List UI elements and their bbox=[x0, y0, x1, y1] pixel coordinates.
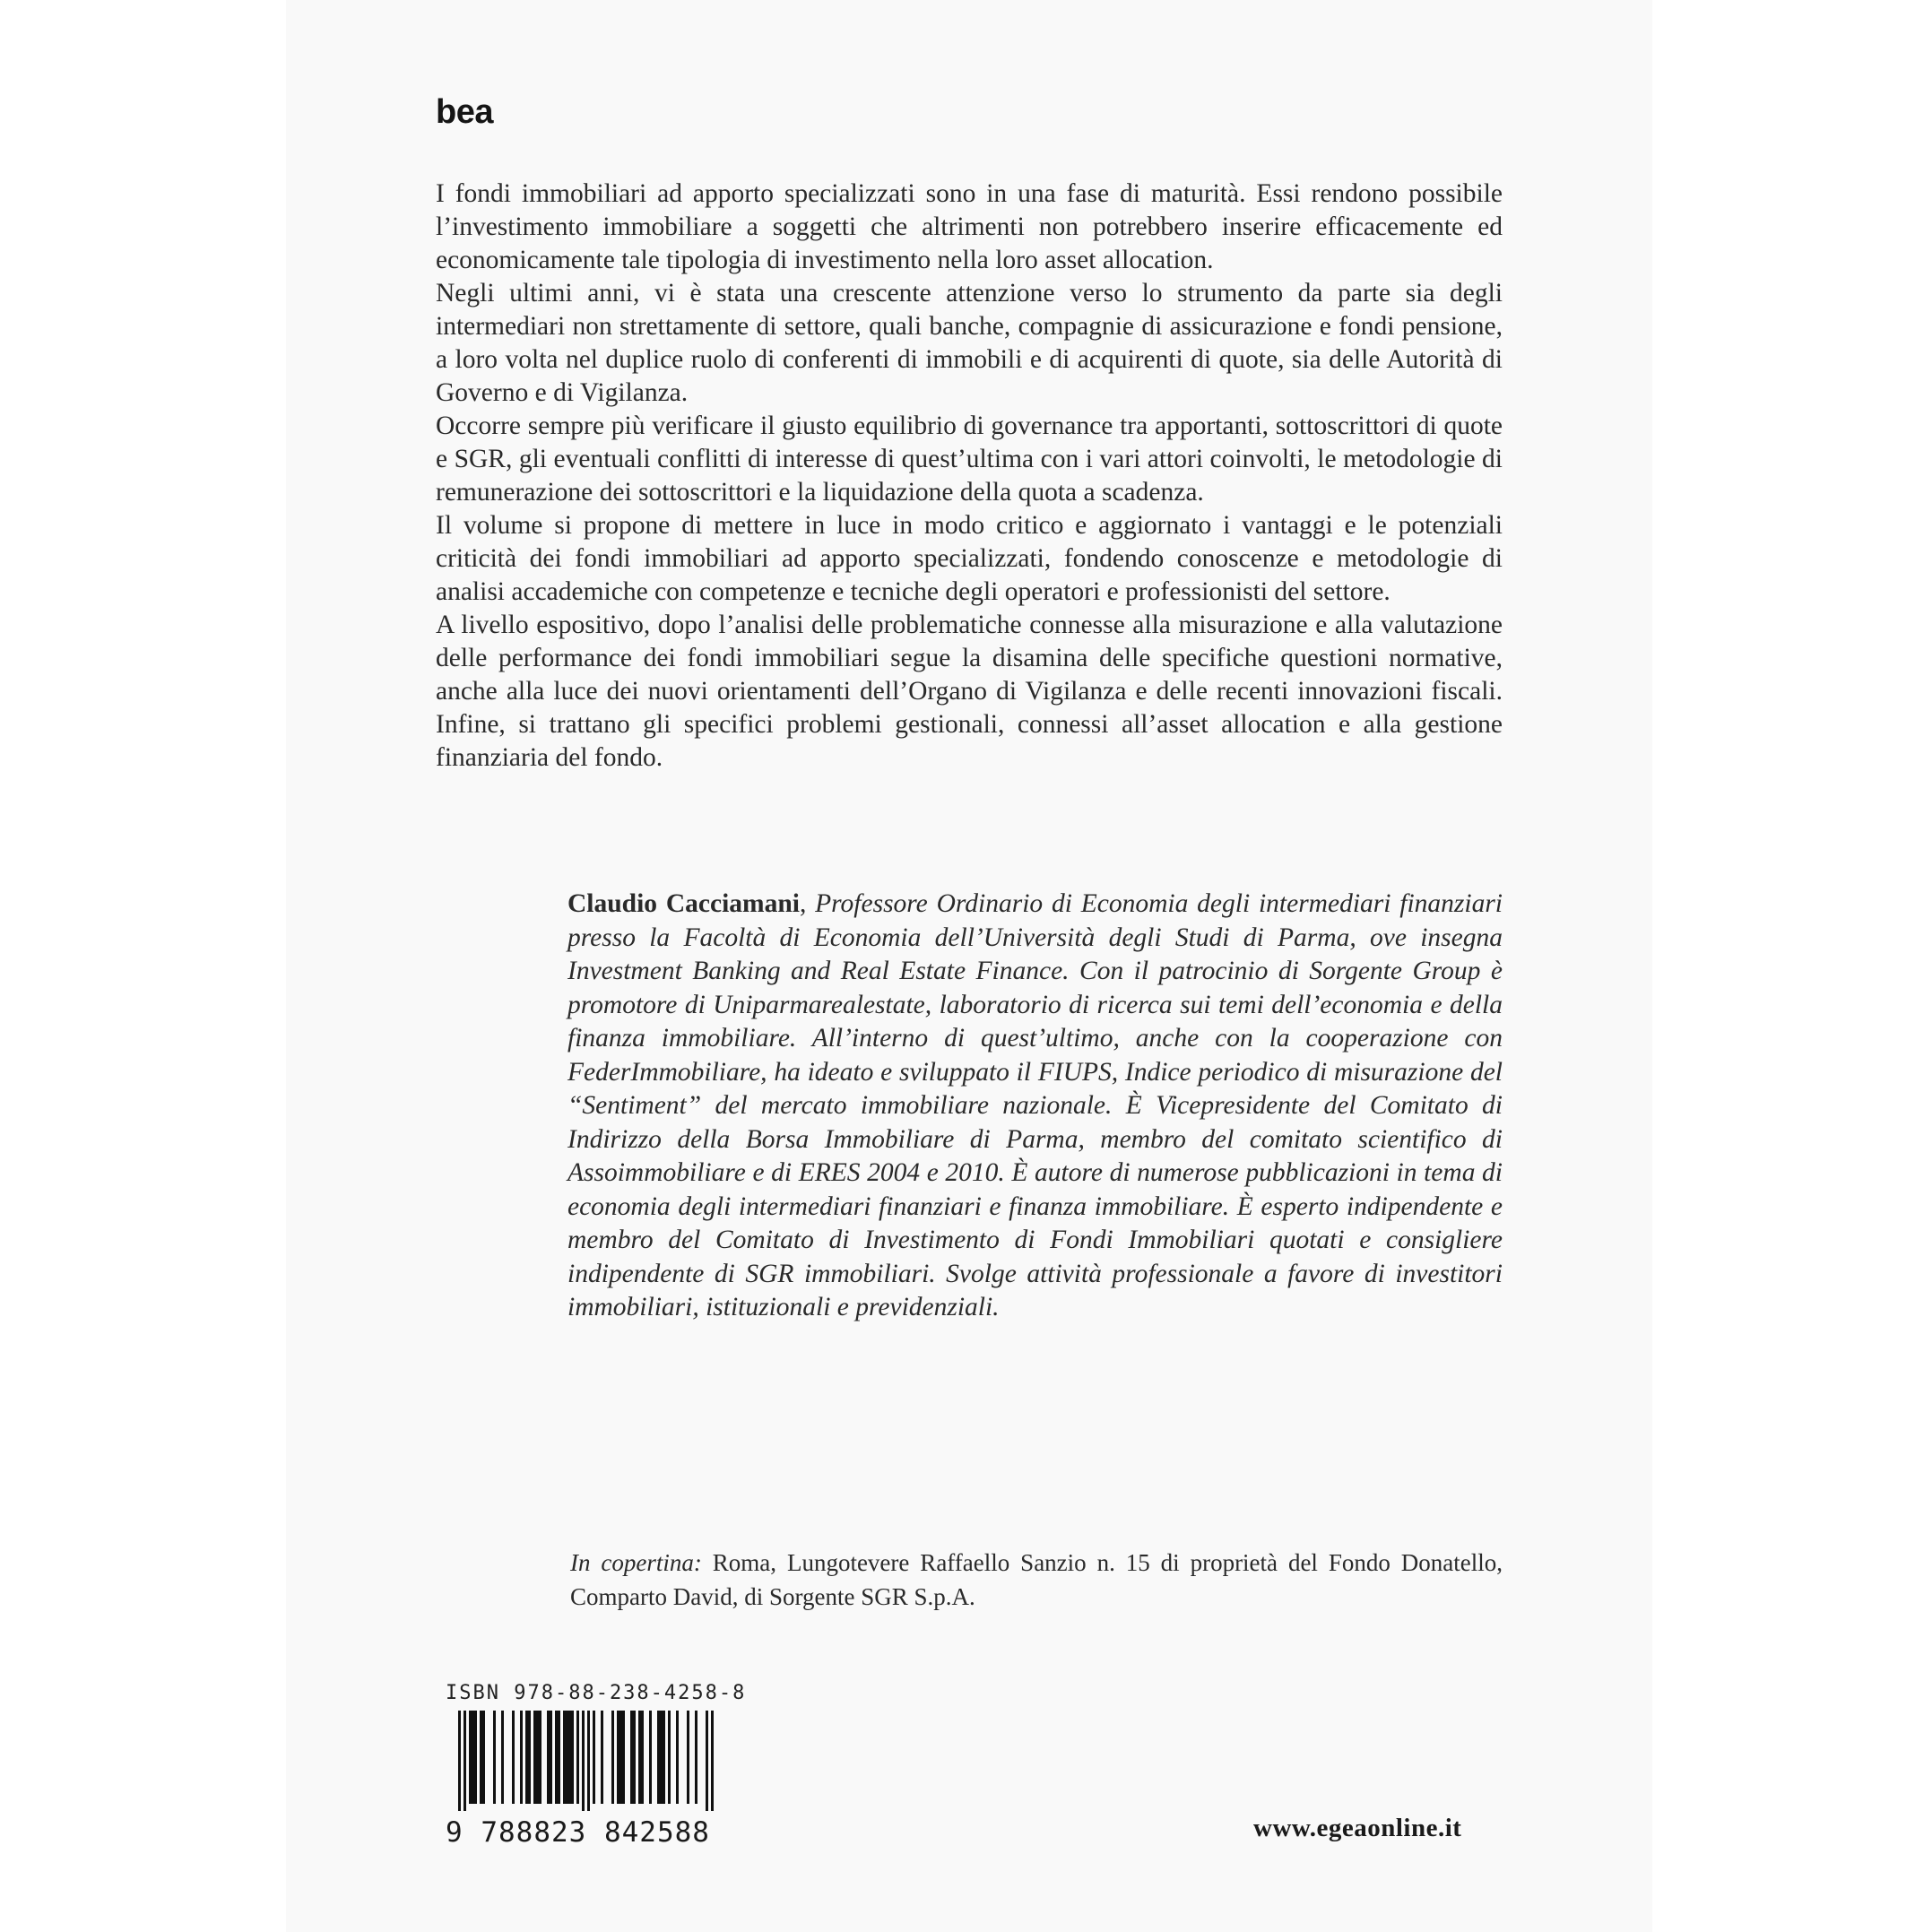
publisher-website[interactable]: www.egeaonline.it bbox=[1253, 1814, 1462, 1842]
isbn-label: ISBN 978-88-238-4258-8 bbox=[446, 1682, 747, 1704]
barcode-bar bbox=[528, 1711, 531, 1804]
barcode-bar bbox=[630, 1711, 633, 1804]
blurb-paragraph: Negli ultimi anni, vi è stata una crescente attenzione verso lo strumento da parte sia degli intermediari non strettamente di settore, quali banche, compagnie di assicurazione e fondi pensione, a loro volta nel duplice ruolo di conferenti di immobili e di acquirenti di quote, sia delle Autorità di Governo e di Vigilanza. bbox=[436, 279, 1503, 407]
barcode-bar bbox=[512, 1711, 515, 1804]
blurb-paragraph: I fondi immobiliari ad apporto specializzati sono in una fase di maturità. Essi rendono possibile l’investimento immobiliare a soggetti che altrimenti non potrebbero inserire efficacemente ed economicamente tale tipologia di investimento nella loro asset allocation. bbox=[436, 179, 1503, 274]
barcode-bar bbox=[611, 1711, 614, 1804]
barcode-bar bbox=[633, 1711, 636, 1804]
barcode-bar bbox=[622, 1711, 625, 1804]
barcode-bar bbox=[568, 1711, 571, 1804]
barcode-bar bbox=[493, 1711, 496, 1804]
author-bio-text: Professore Ordinario di Economia degli intermediari finanziari presso la Facoltà di Economia dell’Università degli Studi di Parma, ove insegna Investment Banking and Real Estate Finance. Con il patrocinio di Sorgente Group è promotore di Uniparmarealestate, laboratorio di ricerca sui temi dell’economia e della finanza immobiliare. All’interno di quest’ultimo, anche con la cooperazione con FederImmobiliare, ha ideato e sviluppato il FIUPS, Indice periodico di misurazione del “Sentiment” del mercato immobiliare nazionale. È Vicepresidente del Comitato di Indirizzo della Borsa Immobiliare di Parma, membro del comitato scientifico di Assoimmobiliare e di ERES 2004 e 2010. È autore di numerose pubblicazioni in tema di economia degli intermediari finanziari e finanza immobiliare. È esperto indipendente e membro del Comitato di Investimento di Fondi Immobiliari quotati e consigliere indipendente di SGR immobiliari. Svolge attività professionale a favore di investitori immobiliari, istituzionali e previdenziali. bbox=[567, 889, 1503, 1321]
barcode bbox=[446, 1711, 720, 1811]
barcode-bar bbox=[482, 1711, 485, 1804]
barcode-bar bbox=[458, 1711, 461, 1811]
barcode-bar bbox=[649, 1711, 652, 1804]
blurb-paragraph: Occorre sempre più verificare il giusto equilibrio di governance tra apportanti, sottoscrittori di quote e SGR, gli eventuali conflitti di interesse di quest’ultima con i vari attori coinvolti, le metodologie di remunerazione dei sottoscrittori e la liquidazione della quota a scadenza. bbox=[436, 412, 1503, 507]
barcode-bar bbox=[501, 1711, 504, 1804]
barcode-bar bbox=[695, 1711, 697, 1804]
barcode-bar bbox=[617, 1711, 619, 1804]
barcode-bar bbox=[587, 1711, 590, 1811]
author-name: Claudio Cacciamani bbox=[567, 889, 800, 918]
barcode-bar bbox=[474, 1711, 477, 1804]
barcode-bar bbox=[687, 1711, 689, 1804]
cover-credit-text: Roma, Lungotevere Raffaello Sanzio n. 15 di proprietà del Fondo Donatello, Comparto David, di Sorgente SGR S.p.A. bbox=[570, 1549, 1503, 1610]
barcode-bar bbox=[480, 1711, 482, 1804]
barcode-bar bbox=[668, 1711, 671, 1804]
barcode-bar bbox=[676, 1711, 679, 1804]
publisher-logo: bea bbox=[436, 93, 493, 131]
barcode-bar bbox=[663, 1711, 665, 1804]
cover-credit bbox=[570, 1546, 1503, 1614]
barcode-bar bbox=[563, 1711, 566, 1804]
barcode-bar bbox=[641, 1711, 644, 1804]
barcode-icon bbox=[446, 1711, 720, 1811]
blurb-paragraph: Il volume si propone di mettere in luce in modo critico e aggiornato i vantaggi e le potenziali criticità dei fondi immobiliari ad apporto specializzati, fondendo conoscenze e metodologie di analisi accademiche con competenze e tecniche degli operatori e professionisti del settore. bbox=[436, 511, 1503, 606]
book-blurb bbox=[436, 178, 1503, 775]
barcode-bar bbox=[533, 1711, 536, 1804]
blurb-paragraph: A livello espositivo, dopo l’analisi delle problematiche connesse alla misurazione e alla valutazione delle performance dei fondi immobiliari segue la disamina delle specifiche questioni normative, anche alla luce dei nuovi orientamenti dell’Organo di Vigilanza e delle recenti innovazioni fiscali. Infine, si trattano gli specifici problemi gestionali, connessi all’asset allocation e alla gestione finanziaria del fondo. bbox=[436, 611, 1503, 772]
barcode-bar bbox=[593, 1711, 595, 1804]
barcode-bar bbox=[582, 1711, 585, 1811]
barcode-bar bbox=[520, 1711, 523, 1804]
barcode-bar bbox=[464, 1711, 466, 1811]
barcode-bar bbox=[566, 1711, 568, 1804]
barcode-bar bbox=[536, 1711, 539, 1804]
barcode-bar bbox=[638, 1711, 641, 1804]
barcode-bar bbox=[525, 1711, 528, 1804]
barcode-bar bbox=[619, 1711, 622, 1804]
barcode-bar bbox=[576, 1711, 579, 1804]
barcode-bar bbox=[711, 1711, 714, 1811]
barcode-bar bbox=[660, 1711, 663, 1804]
barcode-bar bbox=[550, 1711, 552, 1804]
cover-credit-label: In copertina: bbox=[570, 1549, 702, 1576]
barcode-bar bbox=[555, 1711, 558, 1804]
author-bio: Claudio Cacciamani, Professore Ordinario di Economia degli intermediari finanziari presso la Facoltà di Economia dell’Università degli Studi di Parma, ove insegna Investment Banking and Real Estate Finance. Con il patrocinio di Sorgente Group è promotore di Uniparmarealestate, laboratorio di ricerca sui temi dell’economia e della finanza immobiliare. All’interno di quest’ultimo, anche con la cooperazione con FederImmobiliare, ha ideato e sviluppato il FIUPS, Indice periodico di misurazione del “Sentiment” del mercato immobiliare nazionale. È Vicepresidente del Comitato di Indirizzo della Borsa Immobiliare di Parma, membro del comitato scientifico di Assoimmobiliare e di ERES 2004 e 2010. È autore di numerose pubblicazioni in tema di economia degli intermediari finanziari e finanza immobiliare. È esperto indipendente e membro del Comitato di Investimento di Fondi Immobiliari quotati e consigliere indipendente di SGR immobiliari. Svolge attività professionale a favore di investitori immobiliari, istituzionali e previdenziali. bbox=[567, 889, 1503, 1321]
barcode-bar bbox=[571, 1711, 574, 1804]
barcode-bar bbox=[469, 1711, 472, 1804]
barcode-bar bbox=[539, 1711, 541, 1804]
barcode-digits: 9 788823 842588 bbox=[446, 1816, 710, 1849]
barcode-bar bbox=[657, 1711, 660, 1804]
barcode-bar bbox=[547, 1711, 550, 1804]
barcode-bar bbox=[558, 1711, 560, 1804]
barcode-bar bbox=[706, 1711, 708, 1811]
barcode-bar bbox=[601, 1711, 603, 1804]
barcode-bar bbox=[472, 1711, 474, 1804]
